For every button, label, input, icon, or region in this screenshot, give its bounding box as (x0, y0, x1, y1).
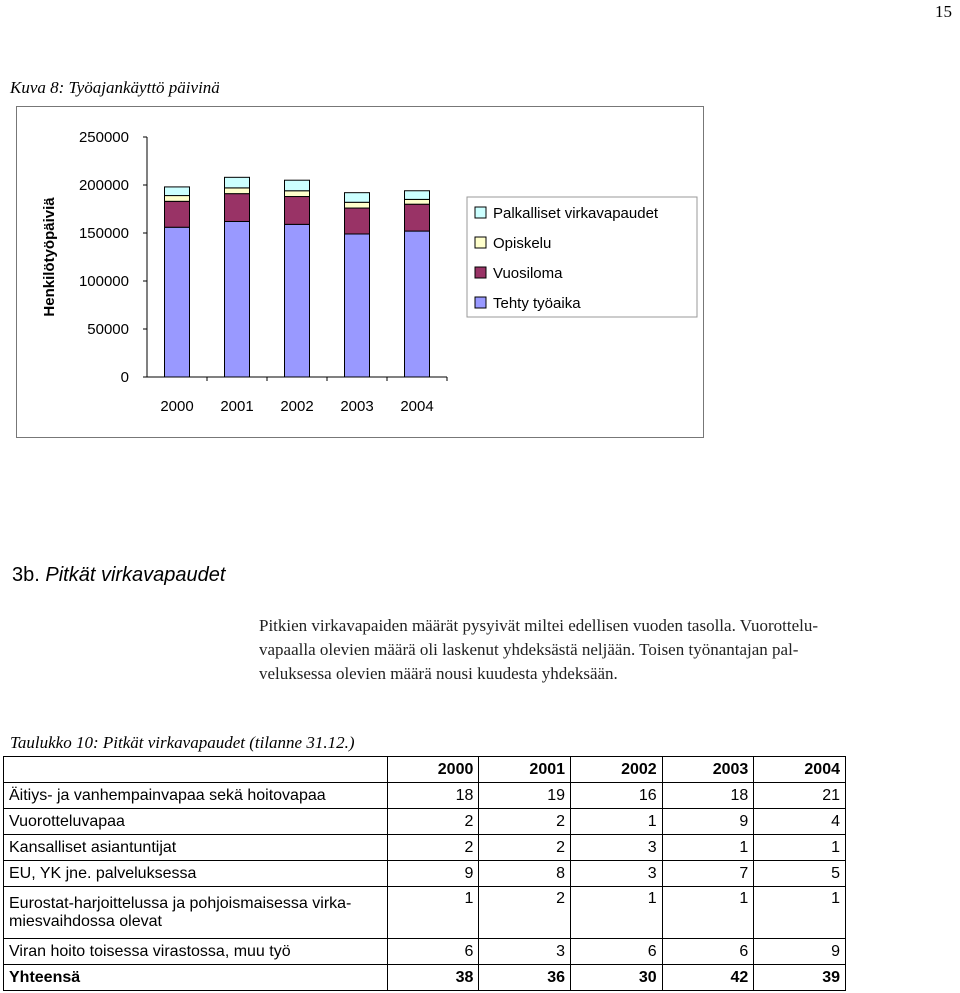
cell-value: 21 (754, 783, 846, 809)
y-tick-label: 0 (120, 369, 129, 386)
cell-value: 6 (662, 939, 754, 965)
legend-label: Opiskelu (493, 235, 552, 252)
row-label: EU, YK jne. palveluksessa (4, 861, 388, 887)
table-row (4, 835, 846, 861)
y-axis-title: Henkilötyöpäiviä (41, 197, 58, 317)
bar-segment (225, 221, 250, 377)
chart-frame (16, 106, 704, 438)
table-row (4, 861, 846, 887)
cell-value: 9 (754, 939, 846, 965)
cell-value: 30 (571, 965, 663, 991)
cell-value: 1 (571, 887, 663, 939)
cell-value: 18 (662, 783, 754, 809)
stacked-bar-chart (17, 107, 703, 437)
header-cell: 2001 (479, 757, 571, 783)
cell-value: 2 (479, 809, 571, 835)
cell-value: 1 (571, 809, 663, 835)
header-cell: 2002 (571, 757, 663, 783)
bar-segment (165, 201, 190, 227)
bar-segment (345, 193, 370, 203)
cell-value: 38 (387, 965, 479, 991)
row-label: Vuorotteluvapaa (4, 809, 388, 835)
page-number: 15 (935, 2, 952, 21)
bar-segment (285, 197, 310, 225)
paragraph-line: veluksessa olevien määrä nousi kuudesta yhdeksään. (259, 664, 618, 683)
x-tick-label: 2002 (280, 398, 314, 415)
cell-value: 3 (571, 835, 663, 861)
row-label (4, 887, 388, 939)
y-tick-label: 100000 (78, 273, 129, 290)
y-tick-label: 250000 (78, 129, 129, 146)
bar-segment (405, 231, 430, 377)
table-row (4, 783, 846, 809)
cell-value: 42 (662, 965, 754, 991)
cell-value: 9 (387, 861, 479, 887)
cell-value: 36 (479, 965, 571, 991)
cell-value: 19 (479, 783, 571, 809)
cell-value: 39 (754, 965, 846, 991)
row-label: Yhteensä (4, 965, 388, 991)
table-row (4, 809, 846, 835)
cell-value: 1 (754, 887, 846, 939)
x-tick-label: 2003 (340, 398, 374, 415)
bar-segment (345, 202, 370, 208)
header-cell: 2004 (754, 757, 846, 783)
bar-segment (405, 204, 430, 231)
x-tick-label: 2001 (220, 398, 254, 415)
header-cell: 2000 (387, 757, 479, 783)
table-header-row (4, 757, 846, 783)
legend-swatch (475, 267, 486, 278)
section-heading (12, 564, 225, 587)
body-paragraph (259, 614, 959, 686)
table-row (4, 939, 846, 965)
cell-value: 6 (571, 939, 663, 965)
header-cell (4, 757, 388, 783)
cell-value: 2 (387, 809, 479, 835)
cell-value: 1 (662, 887, 754, 939)
row-label: Äitiys- ja vanhempainvapaa sekä hoitovapaa (4, 783, 388, 809)
row-label-line: miesvaihdossa olevat (9, 912, 162, 930)
paragraph-line: vapaalla olevien määrä oli laskenut yhdeksästä neljään. Toisen työnantajan pal- (259, 640, 799, 659)
cell-value: 18 (387, 783, 479, 809)
bar-segment (225, 188, 250, 194)
cell-value: 2 (387, 835, 479, 861)
bar-segment (165, 196, 190, 202)
figure-caption: Kuva 8: Työajankäyttö päivinä (10, 78, 220, 97)
cell-value: 2 (479, 887, 571, 939)
table-total-row (4, 965, 846, 991)
cell-value: 6 (387, 939, 479, 965)
legend-label: Tehty työaika (493, 295, 581, 312)
x-tick-label: 2000 (160, 398, 194, 415)
bar-segment (405, 199, 430, 204)
section-heading-title: Pitkät virkavapaudet (45, 564, 226, 586)
legend-swatch (475, 207, 486, 218)
table-row (4, 887, 846, 939)
section-heading-number: 3b. (12, 564, 40, 586)
cell-value: 3 (479, 939, 571, 965)
cell-value: 2 (479, 835, 571, 861)
bar-segment (405, 191, 430, 200)
y-tick-label: 150000 (78, 225, 129, 242)
table-caption: Taulukko 10: Pitkät virkavapaudet (tilanne 31.12.) (10, 733, 355, 752)
bar-segment (285, 180, 310, 191)
cell-value: 1 (387, 887, 479, 939)
y-tick-label: 50000 (87, 321, 129, 338)
bar-segment (225, 194, 250, 222)
leave-table (3, 756, 846, 991)
y-tick-label: 200000 (78, 177, 129, 194)
cell-value: 1 (662, 835, 754, 861)
cell-value: 4 (754, 809, 846, 835)
row-label-line: Eurostat-harjoittelussa ja pohjoismaisessa virka- (9, 894, 352, 912)
bar-segment (345, 234, 370, 377)
cell-value: 5 (754, 861, 846, 887)
bar-segment (165, 187, 190, 196)
bar-segment (165, 227, 190, 377)
header-cell: 2003 (662, 757, 754, 783)
cell-value: 9 (662, 809, 754, 835)
legend-swatch (475, 237, 486, 248)
legend-label: Palkalliset virkavapaudet (493, 205, 659, 222)
bar-segment (225, 177, 250, 188)
bar-segment (285, 191, 310, 197)
cell-value: 1 (754, 835, 846, 861)
row-label: Kansalliset asiantuntijat (4, 835, 388, 861)
cell-value: 3 (571, 861, 663, 887)
bar-segment (345, 208, 370, 234)
row-label: Viran hoito toisessa virastossa, muu työ (4, 939, 388, 965)
legend-label: Vuosiloma (493, 265, 563, 282)
legend-swatch (475, 297, 486, 308)
cell-value: 16 (571, 783, 663, 809)
x-tick-label: 2004 (400, 398, 434, 415)
bar-segment (285, 224, 310, 377)
cell-value: 8 (479, 861, 571, 887)
cell-value: 7 (662, 861, 754, 887)
paragraph-line: Pitkien virkavapaiden määrät pysyivät miltei edellisen vuoden tasolla. Vuorottelu- (259, 616, 819, 635)
